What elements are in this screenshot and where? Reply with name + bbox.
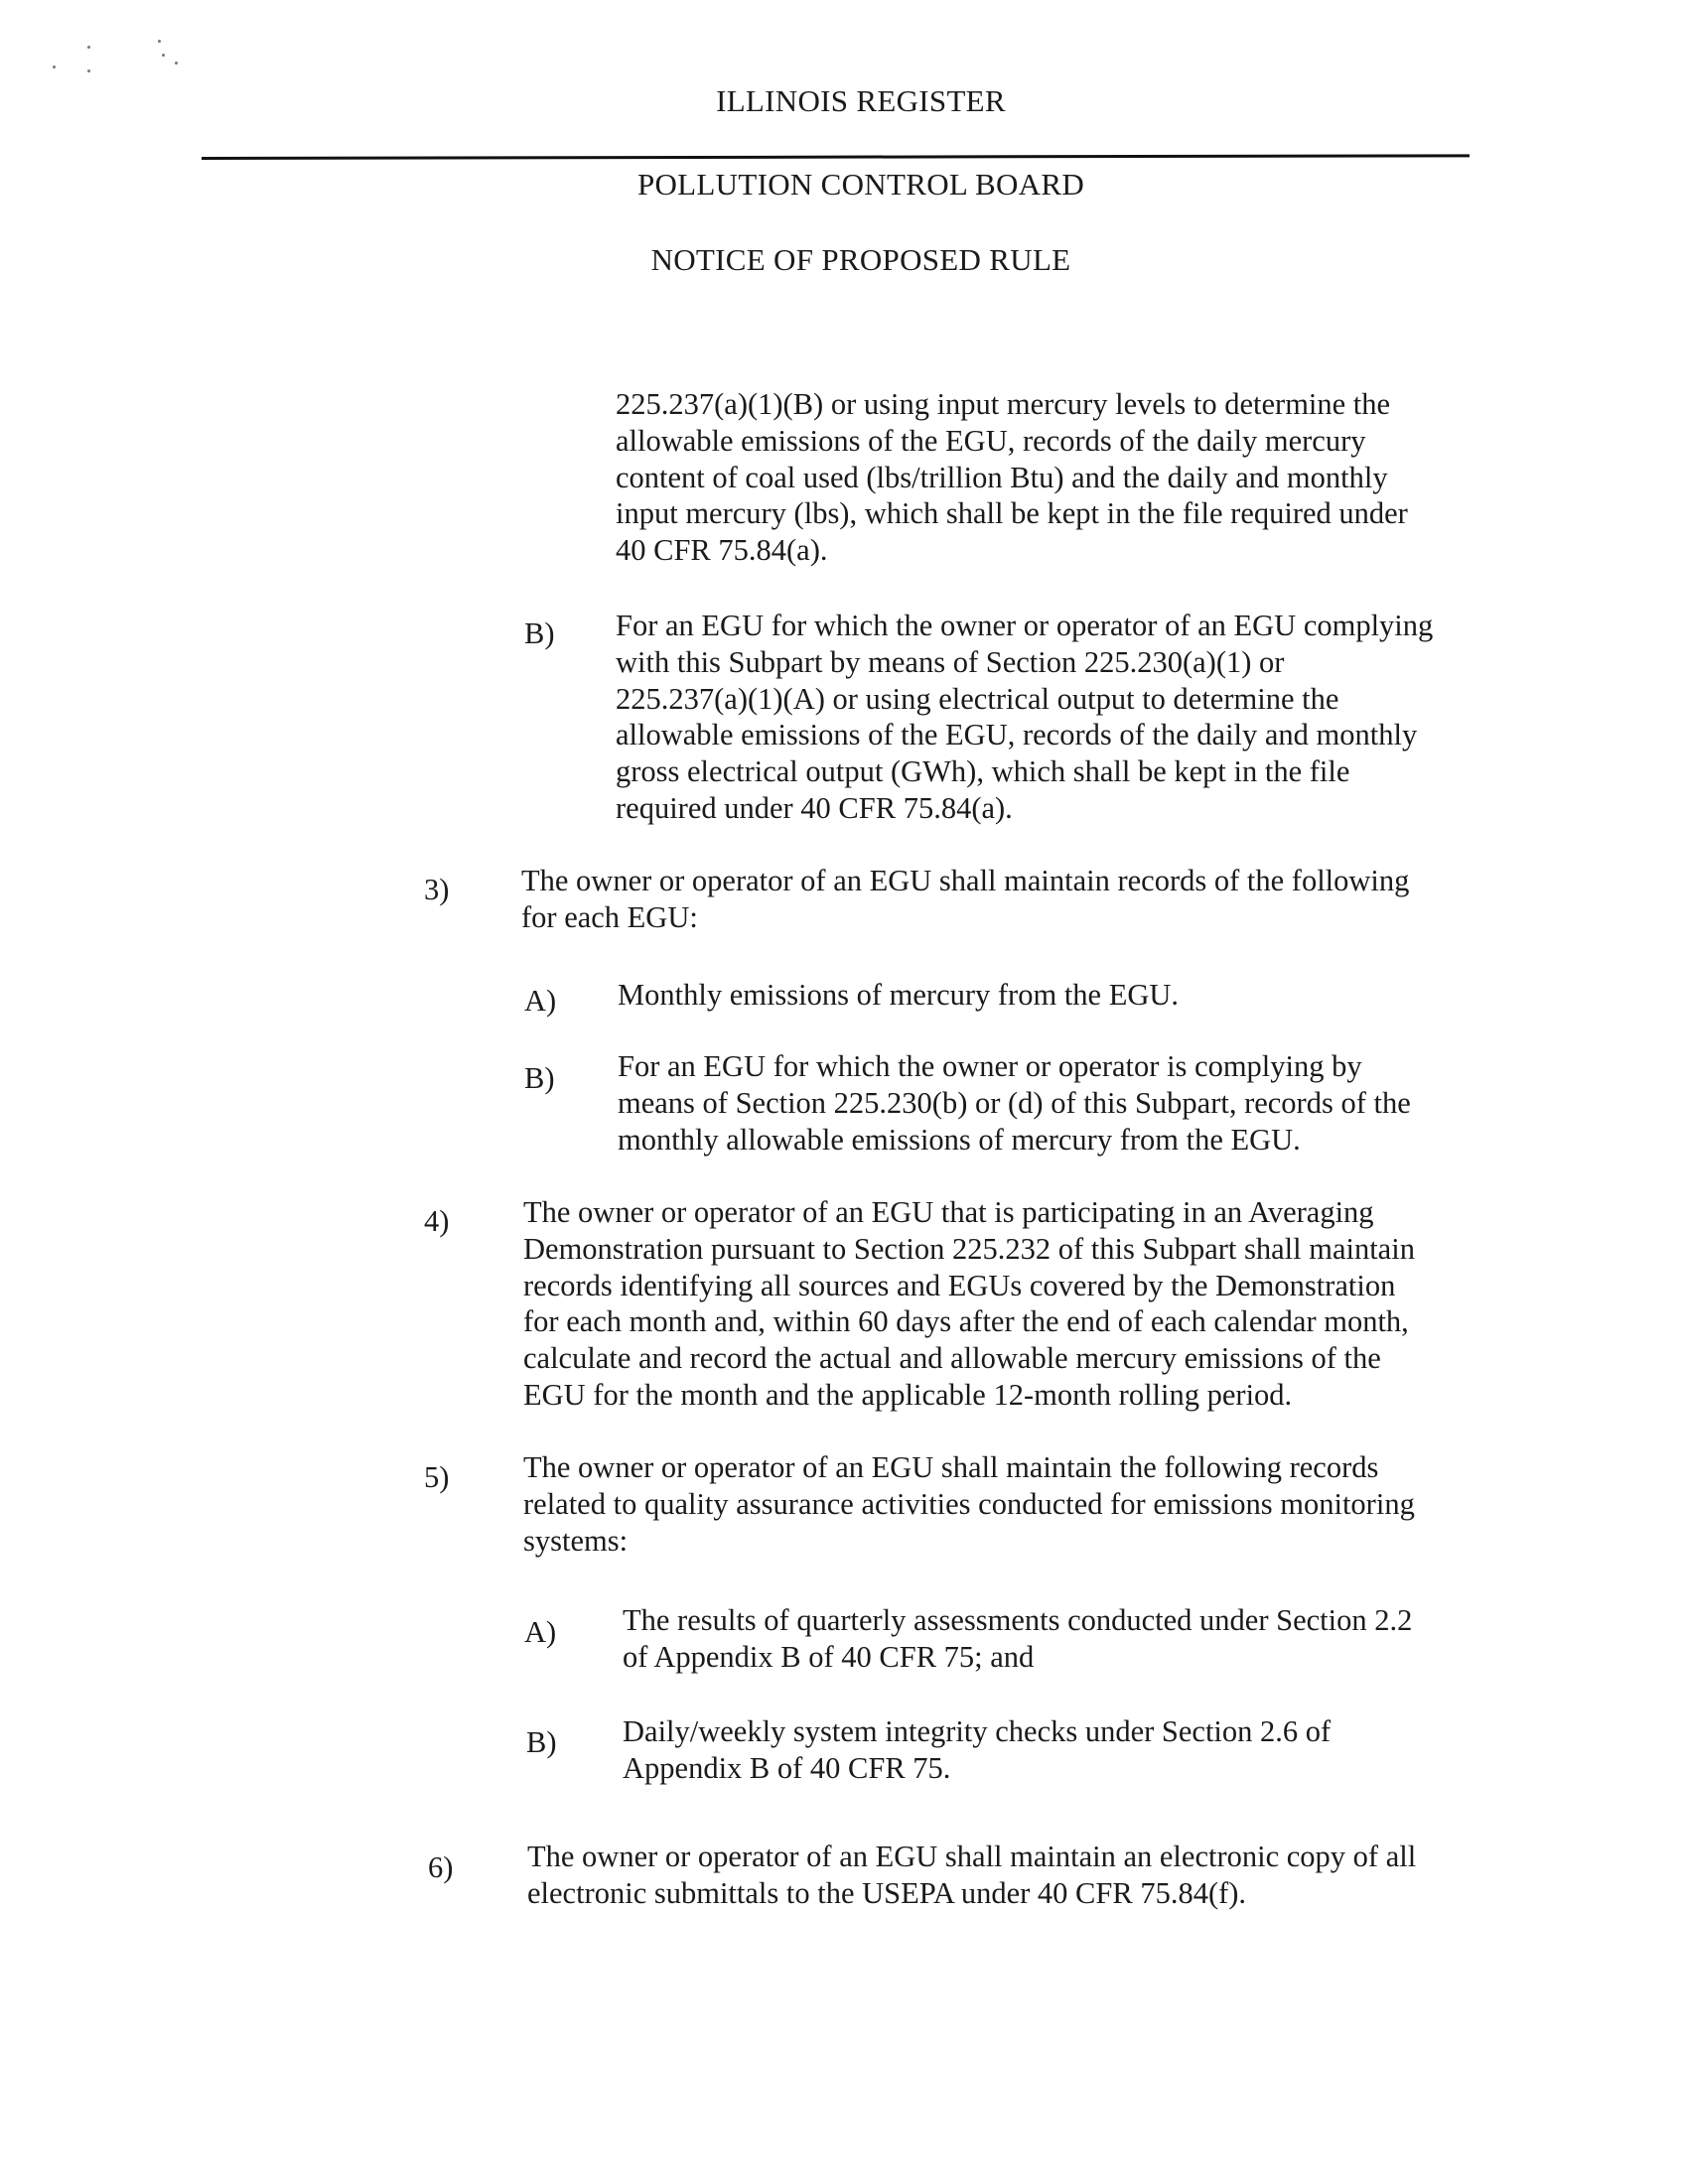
item-label: B) [524, 616, 555, 650]
text-line: Demonstration pursuant to Section 225.232 of this Subpart shall maintain [523, 1231, 1415, 1266]
item-label: 4) [424, 1204, 450, 1238]
item-label: A) [524, 1615, 557, 1649]
text-line: allowable emissions of the EGU, records of the daily and monthly [616, 718, 1418, 752]
text-line: input mercury (lbs), which shall be kept in the file required under [616, 496, 1408, 531]
text-line: The owner or operator of an EGU shall maintain the following records [523, 1450, 1379, 1484]
header-rule [202, 154, 1470, 160]
text-line: The owner or operator of an EGU shall maintain records of the following [521, 864, 1410, 897]
text-line: The results of quarterly assessments conducted under Section 2.2 [623, 1603, 1413, 1637]
text-line: means of Section 225.230(b) or (d) of this Subpart, records of the [618, 1085, 1411, 1120]
text-line: 40 CFR 75.84(a). [616, 533, 828, 568]
continuation-paragraph [616, 386, 1408, 569]
text-line: calculate and record the actual and allowable mercury emissions of the [523, 1341, 1381, 1376]
item-4-paragraph [523, 1194, 1415, 1414]
item-6-paragraph [527, 1839, 1416, 1912]
text-line: monthly allowable emissions of mercury from the EGU. [618, 1122, 1301, 1157]
text-line: EGU for the month and the applicable 12-month rolling period. [523, 1377, 1293, 1412]
item-label: 6) [428, 1850, 454, 1884]
text-line: Appendix B of 40 CFR 75. [623, 1750, 951, 1785]
text-line: related to quality assurance activities conducted for emissions monitoring [523, 1486, 1415, 1521]
item-label: 3) [424, 873, 450, 906]
text-line: content of coal used (lbs/trillion Btu) and the daily and monthly [616, 460, 1388, 494]
text-line: of Appendix B of 40 CFR 75; and [623, 1639, 1035, 1674]
text-line: Monthly emissions of mercury from the EGU. [618, 978, 1180, 1012]
scan-specks [45, 32, 194, 91]
text-line: systems: [523, 1523, 629, 1558]
item-label: B) [526, 1725, 557, 1759]
item-label: 5) [424, 1460, 450, 1494]
register-title: ILLINOIS REGISTER [716, 83, 1006, 118]
item-3a-paragraph [618, 977, 1179, 1014]
text-line: for each EGU: [521, 899, 698, 934]
text-line: with this Subpart by means of Section 225.230(a)(1) or [616, 644, 1285, 679]
text-line: The owner or operator of an EGU that is participating in an Averaging [523, 1195, 1374, 1229]
notice-title: NOTICE OF PROPOSED RULE [650, 242, 1071, 277]
item-5b-paragraph [623, 1713, 1331, 1787]
text-line: for each month and, within 60 days after the end of each calendar month, [523, 1304, 1409, 1339]
agency-title: POLLUTION CONTROL BOARD [636, 167, 1085, 202]
item-label: B) [524, 1061, 555, 1095]
text-line: electronic submittals to the USEPA under 40 CFR 75.84(f). [527, 1875, 1247, 1910]
item-2b-paragraph [616, 608, 1433, 827]
item-5-paragraph [523, 1449, 1415, 1559]
item-5a-paragraph [623, 1602, 1412, 1676]
text-line: The owner or operator of an EGU shall maintain an electronic copy of all [527, 1840, 1417, 1873]
item-3-paragraph [521, 863, 1409, 936]
item-label: A) [524, 984, 557, 1018]
item-3b-paragraph [618, 1048, 1411, 1158]
text-line: gross electrical output (GWh), which shall be kept in the file [616, 754, 1350, 789]
text-line: 225.237(a)(1)(A) or using electrical output to determine the [616, 681, 1339, 716]
text-line: 225.237(a)(1)(B) or using input mercury levels to determine the [616, 387, 1391, 421]
text-line: required under 40 CFR 75.84(a). [616, 790, 1013, 825]
text-line: For an EGU for which the owner or operator is complying by [618, 1049, 1362, 1083]
text-line: allowable emissions of the EGU, records of the daily mercury [616, 423, 1366, 458]
text-line: For an EGU for which the owner or operator of an EGU complying [616, 609, 1434, 642]
text-line: Daily/weekly system integrity checks under Section 2.6 of [623, 1714, 1332, 1748]
text-line: records identifying all sources and EGUs covered by the Demonstration [523, 1268, 1396, 1302]
